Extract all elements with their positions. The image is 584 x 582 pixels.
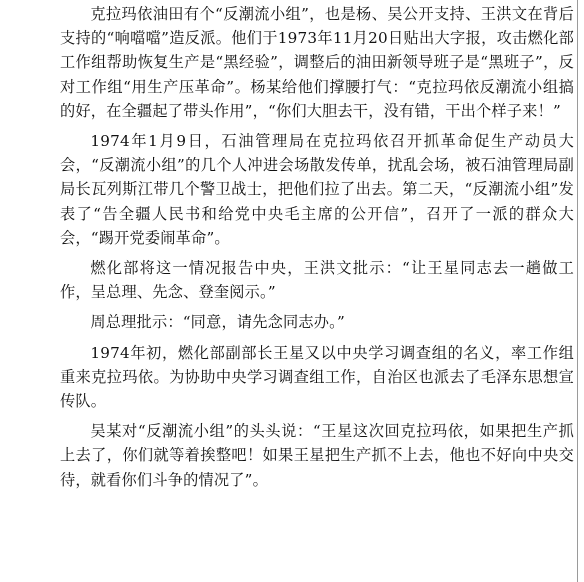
page-edge-line: [577, 0, 578, 582]
paragraph-5: 1974年初，燃化部副部长王星又以中央学习调查组的名义，率工作组重来克拉玛依。为协助中央学习调查组工作，自治区也派去了毛泽东思想宣传队。: [60, 343, 574, 411]
paragraph-6: 吴某对“反潮流小组”的头头说：“王星这次回克拉玛依，如果把生产抓上去了，你们就等着挨整吧！如果王星把生产抓不上去，他也不好向中央交待，就看你们斗争的情况了”。: [60, 422, 574, 489]
paragraph-1: 克拉玛依油田有个“反潮流小组”，也是杨、吴公开支持、王洪文在背后支持的“响噹噹”造反派。他们于1973年11月20日贴出大字报，攻击燃化部工作组帮助恢复生产是“黑经验”，调整后的油田新领导班子是“黑班子”，反对工作组“用生产压革命”。杨某给他们撑腰打气：“克拉玛依反潮流小组搞的好，在全疆起了带头作用”，“你们大胆去干，没有错，干出个样子来！”: [60, 5, 574, 120]
paragraph-3: 燃化部将这一情况报告中央，王洪文批示：“让王星同志去一趟做工作，呈总理、先念、登奎阅示。”: [60, 259, 574, 302]
paragraph-4: 周总理批示：“同意，请先念同志办。”: [90, 313, 345, 332]
paragraph-2: 1974年1月9日，石油管理局在克拉玛依召开抓革命促生产动员大会，“反潮流小组”的几个人冲进会场散发传单，扰乱会场，被石油管理局副局长瓦列斯江带几个警卫战士，把他们拉了出去。第二天，“反潮流小组”发表了“告全疆人民书和给党中央毛主席的公开信”，召开了一派的群众大会，“踢开党委闹革命”。: [60, 132, 574, 247]
